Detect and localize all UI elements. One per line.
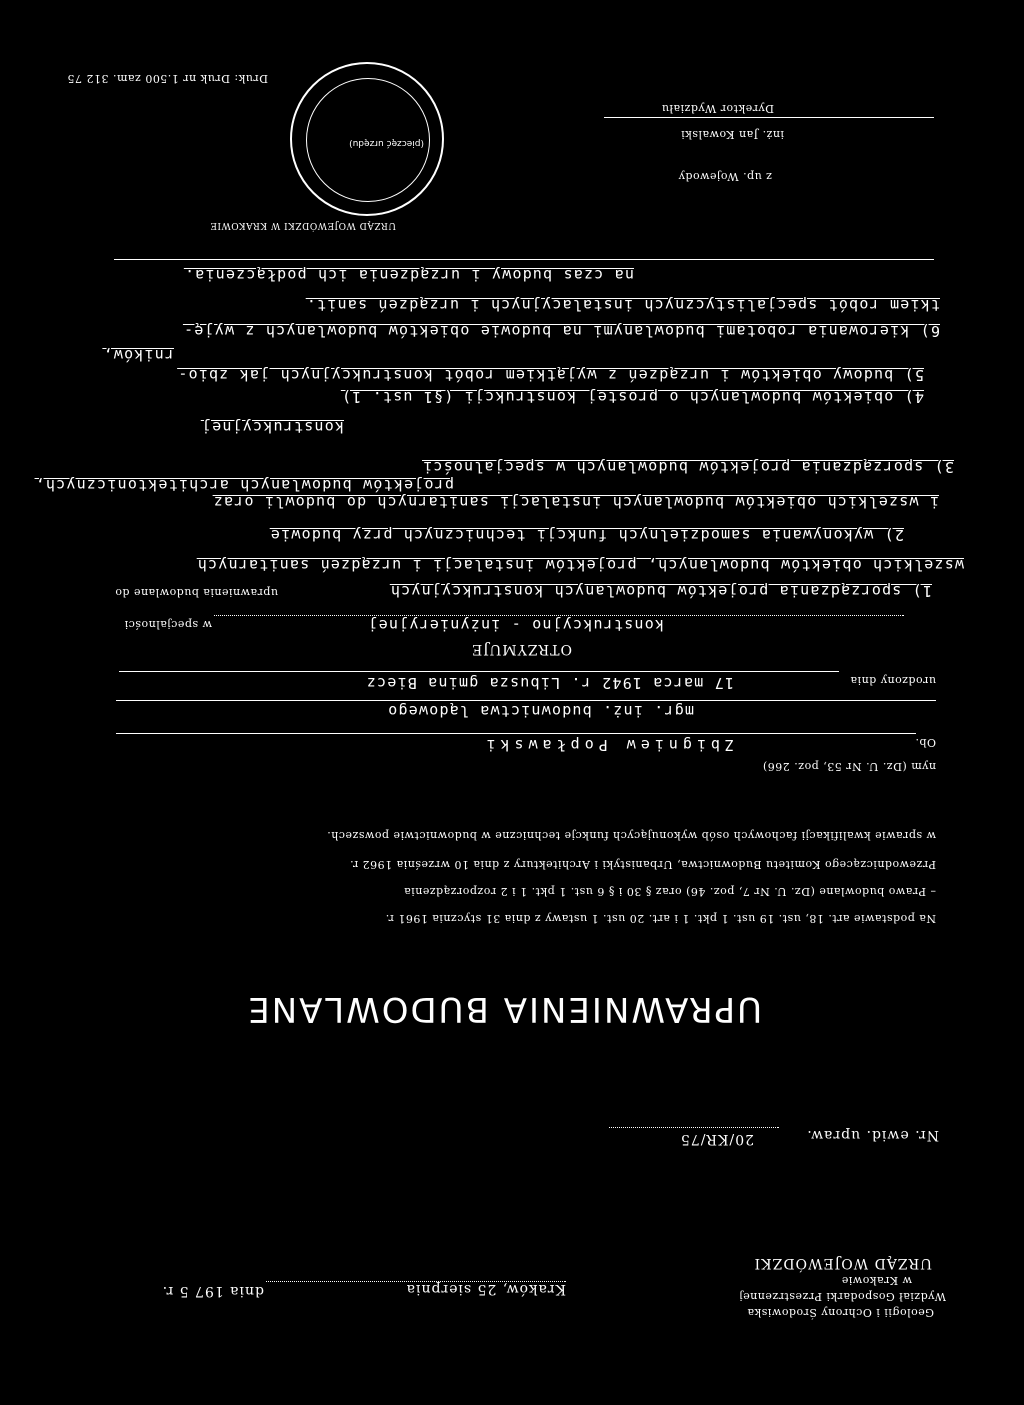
scope-line-2: wszelkich obiektów budowlanych, projektów instalacji i urządzeń sanitarnych bbox=[196, 556, 964, 574]
department-line1: Wydział Gospodarki Przestrzennej bbox=[738, 1290, 946, 1303]
year: dnia 197 5 r. bbox=[161, 1283, 264, 1299]
scope-line-5: projektów budowlanych architektonicznych, bbox=[34, 476, 454, 494]
signature-rule bbox=[604, 117, 934, 118]
body-line-4: w sprawie kwalifikacji fachowych osób wykonujących funkcje techniczne w budownictwie powszech. bbox=[326, 829, 936, 842]
birth-rule bbox=[119, 671, 839, 672]
scope-end-rule bbox=[114, 259, 934, 260]
scope-line-10: rników, bbox=[102, 346, 174, 364]
body-line-5: nym (Dz. U. Nr 53, poz. 266) bbox=[762, 760, 936, 773]
scope-line-13: na czas budowy i urządzenia ich podłączenia. bbox=[183, 266, 634, 284]
scope-line-7: konstrukcyjnej bbox=[200, 418, 344, 436]
signature-role: Dyrektor Wydziału bbox=[661, 102, 774, 115]
department-line2: Geologii i Ochrony Środowiska bbox=[747, 1306, 934, 1319]
scope-line-6: 3) sporządzania projektów budowlanych w specjalności bbox=[422, 458, 954, 476]
print-footer: Druk: Druk nr 1.500 zam. 312 75 bbox=[67, 72, 268, 85]
scope-line-3: 2) wykonywania samodzielnych funkcji technicznych przy budowie bbox=[269, 526, 904, 544]
scope-line-12: tkiem robót specjalistycznych instalacyjnych i urządzeń sanit. bbox=[305, 296, 940, 314]
signature-title: z up. Wojewody bbox=[678, 170, 772, 183]
obtains-label: OTRZYMUJE bbox=[471, 641, 572, 657]
recipient-label: Ob. bbox=[914, 736, 936, 749]
official-seal bbox=[290, 62, 444, 216]
specialty-value: konstrukcyjno - inżynieryjnej bbox=[367, 616, 664, 634]
recipient-name: Zbigniew Popławski bbox=[481, 736, 734, 754]
case-label: Nr. ewid. upraw. bbox=[806, 1127, 939, 1143]
recipient-degree: mgr. inż. budownictwa lądowego bbox=[387, 702, 694, 720]
place-date: Kraków, 25 sierpnia bbox=[405, 1281, 566, 1297]
body-line-2: – Prawo budowlane (Dz. U. Nr 7, poz. 46) oraz § 30 i § 6 ust. 1 pkt. 1 i 2 rozporządzenia bbox=[403, 885, 936, 898]
office-name: URZĄD WOJEWÓDZKI bbox=[753, 1255, 932, 1271]
body-line-1: Na podstawie art. 18, ust. 19 ust. 1 pkt. 1 i art. 20 ust. 1 ustawy z dnia 31 stycznia 1961 r. bbox=[385, 912, 936, 925]
case-number: 20/KR/75 bbox=[679, 1131, 754, 1147]
scope-label: uprawnienia budowlane do bbox=[114, 586, 278, 599]
specialty-label: w specjalności bbox=[124, 618, 212, 631]
scope-line-9: 5) budowy obiektów i urządzeń z wyjątkiem robót konstrukcyjnych jak zbio- bbox=[177, 366, 924, 384]
date-dots bbox=[266, 1281, 566, 1282]
birth-value: 17 marca 1942 r. Libusza gmina Biecz bbox=[365, 674, 734, 692]
scope-line-4: i wszelkich obiektów budowlanych instalacji sanitarnych do budowli oraz bbox=[212, 493, 939, 511]
office-city: w Krakowie bbox=[841, 1274, 912, 1287]
seal-outer-text: URZĄD WOJEWÓDZKI W KRAKOWIE bbox=[209, 220, 396, 230]
seal-text: (pieczęć urzędu) bbox=[349, 138, 424, 148]
body-line-3: Przewodniczącego Komitetu Budownictwa, Urbanistyki i Architektury z dnia 10 września 1962 r. bbox=[349, 858, 936, 871]
document-title: UPRAWNIENIA BUDOWLANE bbox=[246, 989, 762, 1029]
scope-line-11: 6) kierowania robotami budowlanymi na budowie obiektów budowlanych z wyję- bbox=[182, 322, 940, 340]
degree-rule bbox=[116, 700, 936, 701]
case-dots bbox=[609, 1127, 779, 1128]
scope-line-1: 1) sporządzania projektów budowlanych konstrukcyjnych bbox=[389, 582, 932, 600]
signature-name: inż. Jan Kowalski bbox=[680, 128, 784, 141]
birth-label: urodzony dnia bbox=[850, 674, 936, 687]
name-rule bbox=[116, 733, 916, 734]
scope-line-8: 4) obiektów budowlanych o prostej konstrukcji (§1 ust. 1) bbox=[340, 388, 924, 406]
